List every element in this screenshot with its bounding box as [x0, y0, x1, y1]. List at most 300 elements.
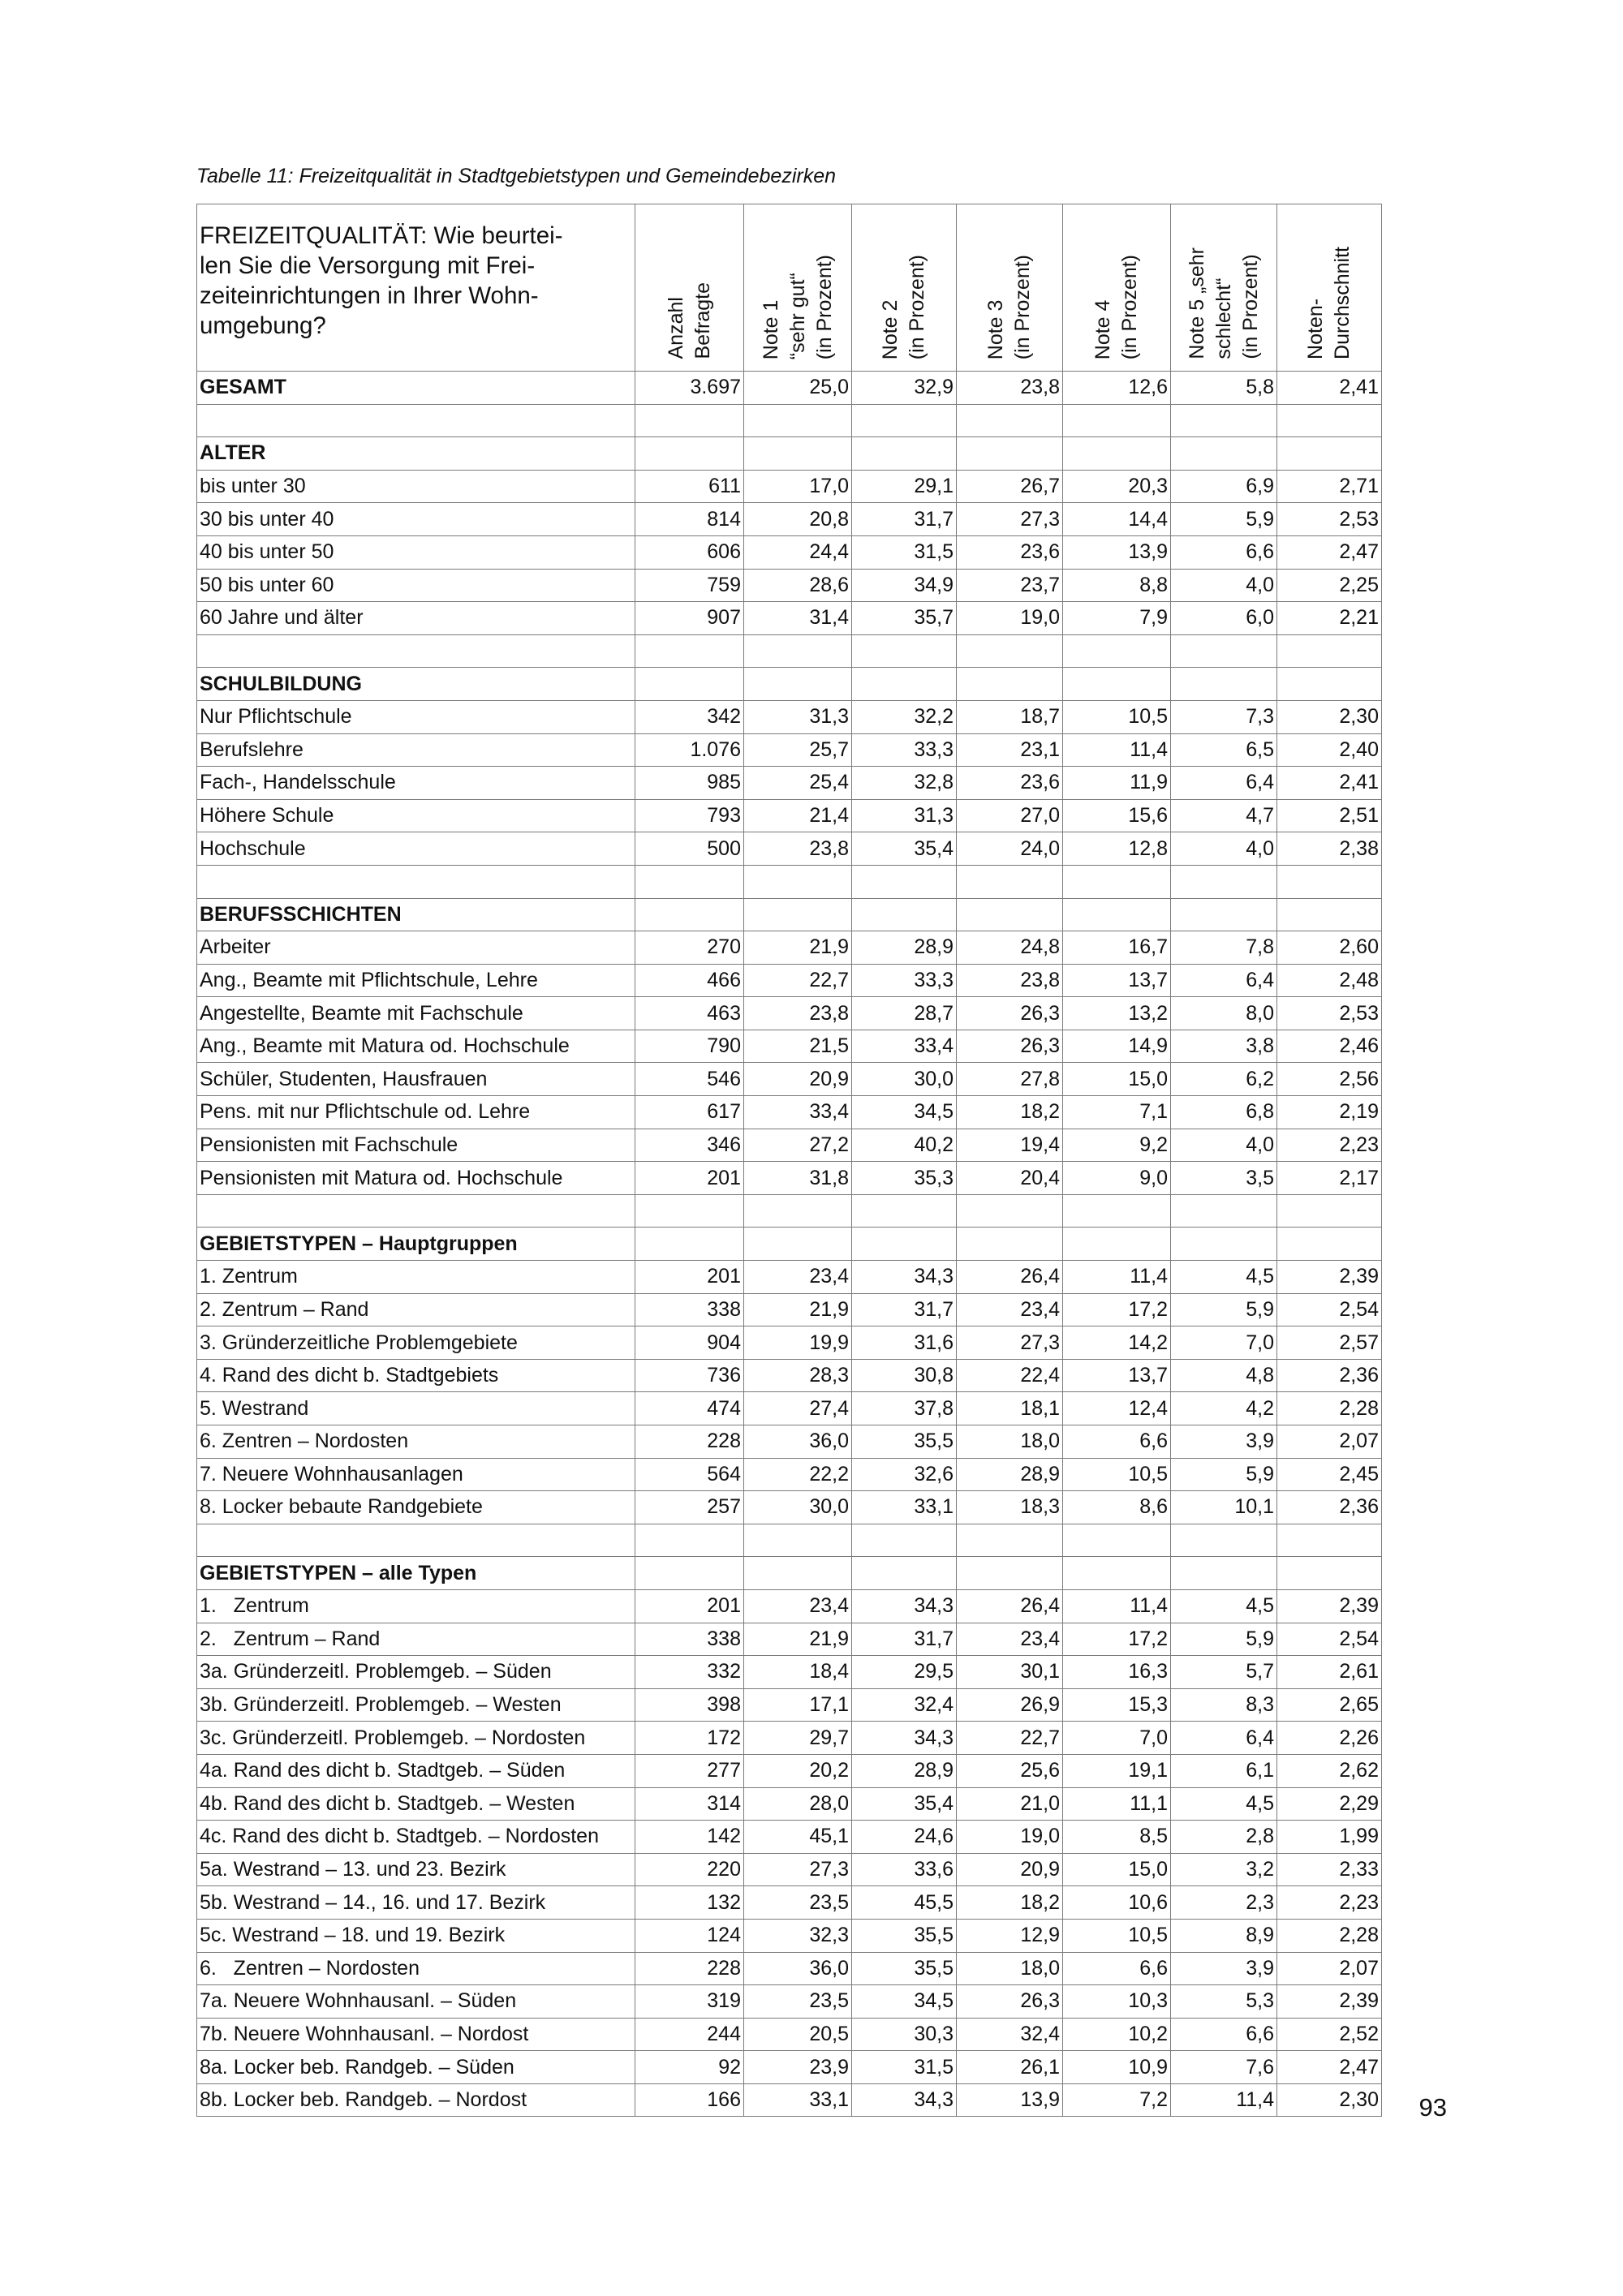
cell-note-5: 3,2 — [1171, 1853, 1277, 1886]
table-row — [197, 602, 1382, 635]
cell-note-1: 21,4 — [744, 799, 852, 832]
cell-note-5: 6,6 — [1171, 535, 1277, 569]
cell-note-3: 18,3 — [957, 1491, 1063, 1524]
cell-note-2 — [852, 668, 957, 701]
cell-anzahl-befragte — [635, 1557, 744, 1590]
table-row — [197, 1787, 1382, 1821]
table-row — [197, 470, 1382, 503]
cell-noten-durchschnitt: 2,47 — [1277, 535, 1382, 569]
row-label — [197, 1524, 635, 1557]
header-line: (in Prozent) — [1118, 254, 1141, 359]
cell-anzahl-befragte — [635, 634, 744, 668]
cell-note-3 — [957, 437, 1063, 471]
section-header-row — [197, 1228, 1382, 1261]
cell-note-5: 11,4 — [1171, 2083, 1277, 2117]
row-label: Ang., Beamte mit Matura od. Hochschule — [197, 1030, 635, 1063]
cell-note-2 — [852, 1524, 957, 1557]
cell-note-1: 27,4 — [744, 1392, 852, 1425]
cell-note-2: 31,3 — [852, 799, 957, 832]
cell-note-1: 36,0 — [744, 1952, 852, 1985]
cell-note-2: 31,7 — [852, 1293, 957, 1326]
cell-note-3 — [957, 1194, 1063, 1228]
row-label — [197, 404, 635, 437]
cell-anzahl-befragte: 201 — [635, 1589, 744, 1623]
cell-noten-durchschnitt: 2,23 — [1277, 1886, 1382, 1920]
row-label: 6. Zentren – Nordosten — [197, 1425, 635, 1459]
row-label: 3. Gründerzeitliche Problemgebiete — [197, 1326, 635, 1360]
cell-note-2: 32,4 — [852, 1688, 957, 1722]
cell-noten-durchschnitt: 2,17 — [1277, 1162, 1382, 1195]
table-row — [197, 1919, 1382, 1952]
table-row — [197, 1722, 1382, 1755]
cell-note-2: 35,5 — [852, 1952, 957, 1985]
cell-note-4: 7,1 — [1063, 1096, 1171, 1129]
cell-anzahl-befragte: 346 — [635, 1129, 744, 1162]
cell-note-4: 10,2 — [1063, 2018, 1171, 2051]
cell-anzahl-befragte: 342 — [635, 700, 744, 733]
section-header-row — [197, 668, 1382, 701]
table-row — [197, 1359, 1382, 1392]
cell-note-4: 19,1 — [1063, 1754, 1171, 1787]
row-label: 4b. Rand des dicht b. Stadtgeb. – Westen — [197, 1787, 635, 1821]
cell-note-5: 4,5 — [1171, 1261, 1277, 1294]
cell-note-2: 30,8 — [852, 1359, 957, 1392]
cell-note-1: 21,5 — [744, 1030, 852, 1063]
cell-noten-durchschnitt: 2,54 — [1277, 1623, 1382, 1656]
cell-note-2: 31,7 — [852, 503, 957, 536]
header-line: schlecht“ — [1212, 277, 1235, 359]
header-line: (in Prozent) — [812, 254, 836, 359]
cell-note-5: 5,9 — [1171, 503, 1277, 536]
cell-note-3: 27,8 — [957, 1063, 1063, 1096]
cell-note-2: 31,5 — [852, 535, 957, 569]
cell-note-5: 3,9 — [1171, 1425, 1277, 1459]
cell-note-3: 23,6 — [957, 767, 1063, 800]
cell-note-3 — [957, 865, 1063, 898]
cell-note-3: 21,0 — [957, 1787, 1063, 1821]
table-row — [197, 1162, 1382, 1195]
cell-note-3: 20,4 — [957, 1162, 1063, 1195]
cell-note-3: 18,2 — [957, 1096, 1063, 1129]
cell-note-4: 8,8 — [1063, 569, 1171, 602]
cell-note-4 — [1063, 1524, 1171, 1557]
table-row — [197, 1853, 1382, 1886]
cell-note-4: 10,3 — [1063, 1985, 1171, 2019]
cell-note-4: 17,2 — [1063, 1623, 1171, 1656]
cell-noten-durchschnitt — [1277, 1228, 1382, 1261]
cell-note-1: 23,8 — [744, 832, 852, 866]
cell-note-3: 19,0 — [957, 602, 1063, 635]
cell-anzahl-befragte: 814 — [635, 503, 744, 536]
cell-note-5: 5,9 — [1171, 1293, 1277, 1326]
cell-note-5: 6,5 — [1171, 733, 1277, 767]
table-row — [197, 1063, 1382, 1096]
table-row — [197, 1326, 1382, 1360]
cell-note-2: 29,5 — [852, 1656, 957, 1689]
cell-note-1: 23,8 — [744, 997, 852, 1030]
cell-note-4: 11,4 — [1063, 1261, 1171, 1294]
cell-note-5: 5,7 — [1171, 1656, 1277, 1689]
cell-note-1: 36,0 — [744, 1425, 852, 1459]
row-label: Angestellte, Beamte mit Fachschule — [197, 997, 635, 1030]
rotated-header-text — [1184, 247, 1264, 359]
cell-note-3: 23,8 — [957, 372, 1063, 405]
cell-note-1 — [744, 898, 852, 931]
table-body — [197, 372, 1382, 2117]
cell-note-5: 3,9 — [1171, 1952, 1277, 1985]
cell-note-5: 4,2 — [1171, 1392, 1277, 1425]
cell-anzahl-befragte: 793 — [635, 799, 744, 832]
cell-note-3 — [957, 1557, 1063, 1590]
cell-note-5: 5,3 — [1171, 1985, 1277, 2019]
cell-note-1: 21,9 — [744, 931, 852, 965]
cell-note-1: 23,9 — [744, 2051, 852, 2084]
cell-note-3: 27,0 — [957, 799, 1063, 832]
cell-anzahl-befragte: 142 — [635, 1821, 744, 1854]
cell-note-2: 34,9 — [852, 569, 957, 602]
cell-anzahl-befragte: 92 — [635, 2051, 744, 2084]
col-header-noten-durchschnitt — [1277, 204, 1382, 372]
cell-note-1: 20,8 — [744, 503, 852, 536]
cell-note-4: 12,4 — [1063, 1392, 1171, 1425]
cell-anzahl-befragte: 332 — [635, 1656, 744, 1689]
cell-note-5 — [1171, 634, 1277, 668]
cell-note-5: 3,5 — [1171, 1162, 1277, 1195]
cell-note-3: 19,4 — [957, 1129, 1063, 1162]
cell-note-4: 11,4 — [1063, 733, 1171, 767]
header-line: Note 3 — [984, 299, 1007, 359]
row-label: 40 bis unter 50 — [197, 535, 635, 569]
cell-note-1: 28,6 — [744, 569, 852, 602]
question-line: umgebung? — [200, 312, 326, 339]
blank-row — [197, 865, 1382, 898]
cell-note-5: 7,0 — [1171, 1326, 1277, 1360]
cell-noten-durchschnitt — [1277, 668, 1382, 701]
cell-anzahl-befragte — [635, 898, 744, 931]
cell-note-1: 23,5 — [744, 1886, 852, 1920]
cell-noten-durchschnitt: 2,61 — [1277, 1656, 1382, 1689]
col-header-note-4 — [1063, 204, 1171, 372]
cell-anzahl-befragte: 564 — [635, 1458, 744, 1491]
cell-noten-durchschnitt: 2,41 — [1277, 372, 1382, 405]
cell-note-4 — [1063, 1194, 1171, 1228]
table-row — [197, 1656, 1382, 1689]
table-row — [197, 2051, 1382, 2084]
cell-noten-durchschnitt: 2,57 — [1277, 1326, 1382, 1360]
cell-note-3: 26,3 — [957, 1030, 1063, 1063]
cell-note-4: 7,2 — [1063, 2083, 1171, 2117]
cell-note-1 — [744, 865, 852, 898]
row-label: 8a. Locker beb. Randgeb. – Süden — [197, 2051, 635, 2084]
row-label: 30 bis unter 40 — [197, 503, 635, 536]
cell-note-4: 7,0 — [1063, 1722, 1171, 1755]
cell-note-5 — [1171, 1557, 1277, 1590]
row-label: 5c. Westrand – 18. und 19. Bezirk — [197, 1919, 635, 1952]
cell-note-3: 18,2 — [957, 1886, 1063, 1920]
cell-note-2: 35,4 — [852, 1787, 957, 1821]
cell-anzahl-befragte: 463 — [635, 997, 744, 1030]
cell-note-4: 15,3 — [1063, 1688, 1171, 1722]
cell-note-3 — [957, 668, 1063, 701]
cell-note-2: 32,8 — [852, 767, 957, 800]
cell-note-5: 5,9 — [1171, 1458, 1277, 1491]
cell-note-2: 45,5 — [852, 1886, 957, 1920]
cell-note-1: 23,5 — [744, 1985, 852, 2019]
cell-note-1: 45,1 — [744, 1821, 852, 1854]
cell-note-4: 14,4 — [1063, 503, 1171, 536]
cell-note-4 — [1063, 437, 1171, 471]
cell-note-3: 23,4 — [957, 1623, 1063, 1656]
table-row — [197, 832, 1382, 866]
table-row — [197, 372, 1382, 405]
cell-note-1: 21,9 — [744, 1623, 852, 1656]
cell-note-5: 6,1 — [1171, 1754, 1277, 1787]
cell-note-4: 8,6 — [1063, 1491, 1171, 1524]
cell-anzahl-befragte: 790 — [635, 1030, 744, 1063]
cell-note-4: 13,7 — [1063, 1359, 1171, 1392]
cell-note-2 — [852, 1228, 957, 1261]
cell-anzahl-befragte: 759 — [635, 569, 744, 602]
question-line: len Sie die Versorgung mit Frei- — [200, 252, 536, 279]
cell-anzahl-befragte — [635, 1524, 744, 1557]
row-label: 7. Neuere Wohnhausanlagen — [197, 1458, 635, 1491]
cell-note-4 — [1063, 865, 1171, 898]
cell-anzahl-befragte: 220 — [635, 1853, 744, 1886]
cell-note-3: 26,9 — [957, 1688, 1063, 1722]
cell-noten-durchschnitt — [1277, 1194, 1382, 1228]
row-label: Berufslehre — [197, 733, 635, 767]
cell-noten-durchschnitt: 2,40 — [1277, 733, 1382, 767]
cell-anzahl-befragte: 319 — [635, 1985, 744, 2019]
cell-anzahl-befragte — [635, 668, 744, 701]
cell-note-2 — [852, 865, 957, 898]
cell-note-5: 7,8 — [1171, 931, 1277, 965]
table-row — [197, 1821, 1382, 1854]
rotated-header-text — [983, 255, 1036, 359]
cell-note-2: 28,9 — [852, 1754, 957, 1787]
cell-note-5: 5,9 — [1171, 1623, 1277, 1656]
row-label: Pensionisten mit Matura od. Hochschule — [197, 1162, 635, 1195]
row-label: 4c. Rand des dicht b. Stadtgeb. – Nordosten — [197, 1821, 635, 1854]
cell-noten-durchschnitt — [1277, 404, 1382, 437]
cell-noten-durchschnitt — [1277, 898, 1382, 931]
cell-note-1: 27,2 — [744, 1129, 852, 1162]
cell-note-2: 30,0 — [852, 1063, 957, 1096]
cell-note-1: 31,8 — [744, 1162, 852, 1195]
cell-anzahl-befragte: 736 — [635, 1359, 744, 1392]
cell-note-4 — [1063, 1557, 1171, 1590]
cell-noten-durchschnitt — [1277, 437, 1382, 471]
cell-note-3: 30,1 — [957, 1656, 1063, 1689]
cell-note-1: 20,5 — [744, 2018, 852, 2051]
section-header-row — [197, 1557, 1382, 1590]
cell-note-1: 22,7 — [744, 964, 852, 997]
table-row — [197, 1030, 1382, 1063]
header-line: Note 4 — [1091, 299, 1114, 359]
table-row — [197, 1623, 1382, 1656]
table-row — [197, 964, 1382, 997]
table-header — [197, 204, 1382, 372]
table-row — [197, 1754, 1382, 1787]
cell-note-4: 10,6 — [1063, 1886, 1171, 1920]
cell-note-2: 40,2 — [852, 1129, 957, 1162]
cell-note-1: 20,9 — [744, 1063, 852, 1096]
header-line: Befragte — [691, 282, 714, 359]
section-title: GEBIETSTYPEN – alle Typen — [197, 1557, 635, 1590]
cell-note-1 — [744, 1557, 852, 1590]
cell-anzahl-befragte: 277 — [635, 1754, 744, 1787]
row-label: 5a. Westrand – 13. und 23. Bezirk — [197, 1853, 635, 1886]
cell-note-4: 12,8 — [1063, 832, 1171, 866]
cell-note-1: 32,3 — [744, 1919, 852, 1952]
cell-noten-durchschnitt: 2,62 — [1277, 1754, 1382, 1787]
row-label: 50 bis unter 60 — [197, 569, 635, 602]
cell-note-4: 17,2 — [1063, 1293, 1171, 1326]
cell-note-4: 13,2 — [1063, 997, 1171, 1030]
cell-note-3: 18,0 — [957, 1952, 1063, 1985]
table-row — [197, 1458, 1382, 1491]
cell-note-3: 18,0 — [957, 1425, 1063, 1459]
cell-note-5: 7,6 — [1171, 2051, 1277, 2084]
cell-noten-durchschnitt: 2,51 — [1277, 799, 1382, 832]
cell-note-2: 31,6 — [852, 1326, 957, 1360]
cell-note-5: 6,8 — [1171, 1096, 1277, 1129]
row-label: Arbeiter — [197, 931, 635, 965]
cell-note-1: 31,3 — [744, 700, 852, 733]
table-caption: Tabelle 11: Freizeitqualität in Stadtgebietstypen und Gemeindebezirken — [196, 165, 837, 187]
cell-note-1: 28,3 — [744, 1359, 852, 1392]
cell-note-2 — [852, 437, 957, 471]
cell-note-3: 22,7 — [957, 1722, 1063, 1755]
blank-row — [197, 1194, 1382, 1228]
cell-noten-durchschnitt: 2,30 — [1277, 700, 1382, 733]
question-line: FREIZEITQUALITÄT: Wie beurtei- — [200, 222, 563, 249]
cell-note-4: 10,9 — [1063, 2051, 1171, 2084]
table-row — [197, 1425, 1382, 1459]
table-row — [197, 1392, 1382, 1425]
header-line: (in Prozent) — [1011, 254, 1034, 359]
cell-note-1: 23,4 — [744, 1589, 852, 1623]
cell-note-3: 19,0 — [957, 1821, 1063, 1854]
cell-note-3: 26,4 — [957, 1261, 1063, 1294]
cell-anzahl-befragte: 3.697 — [635, 372, 744, 405]
cell-note-1 — [744, 1524, 852, 1557]
cell-anzahl-befragte: 172 — [635, 1722, 744, 1755]
cell-note-2: 28,9 — [852, 931, 957, 965]
table-row — [197, 733, 1382, 767]
cell-note-1: 19,9 — [744, 1326, 852, 1360]
cell-anzahl-befragte: 466 — [635, 964, 744, 997]
cell-noten-durchschnitt: 2,07 — [1277, 1425, 1382, 1459]
table-row — [197, 700, 1382, 733]
cell-note-1: 25,0 — [744, 372, 852, 405]
cell-noten-durchschnitt: 2,28 — [1277, 1919, 1382, 1952]
cell-note-1: 17,0 — [744, 470, 852, 503]
table-row — [197, 1688, 1382, 1722]
cell-anzahl-befragte: 166 — [635, 2083, 744, 2117]
cell-noten-durchschnitt — [1277, 634, 1382, 668]
cell-anzahl-befragte: 611 — [635, 470, 744, 503]
cell-note-4: 13,7 — [1063, 964, 1171, 997]
cell-noten-durchschnitt: 2,65 — [1277, 1688, 1382, 1722]
section-title: SCHULBILDUNG — [197, 668, 635, 701]
cell-note-1: 33,1 — [744, 2083, 852, 2117]
row-label: 6. Zentren – Nordosten — [197, 1952, 635, 1985]
cell-note-1: 22,2 — [744, 1458, 852, 1491]
cell-note-2: 32,9 — [852, 372, 957, 405]
cell-noten-durchschnitt: 2,36 — [1277, 1491, 1382, 1524]
section-header-row — [197, 898, 1382, 931]
cell-anzahl-befragte — [635, 404, 744, 437]
table-row — [197, 1293, 1382, 1326]
cell-note-2: 30,3 — [852, 2018, 957, 2051]
table-row — [197, 1985, 1382, 2019]
rotated-header-text — [877, 255, 931, 359]
cell-noten-durchschnitt: 2,38 — [1277, 832, 1382, 866]
cell-note-3: 20,9 — [957, 1853, 1063, 1886]
cell-note-5: 6,2 — [1171, 1063, 1277, 1096]
cell-note-2 — [852, 634, 957, 668]
cell-anzahl-befragte: 500 — [635, 832, 744, 866]
cell-note-4 — [1063, 404, 1171, 437]
section-title: ALTER — [197, 437, 635, 471]
cell-note-4: 12,6 — [1063, 372, 1171, 405]
cell-note-2 — [852, 1194, 957, 1228]
cell-noten-durchschnitt: 2,33 — [1277, 1853, 1382, 1886]
row-label — [197, 634, 635, 668]
question-header — [197, 204, 635, 372]
cell-note-2: 34,5 — [852, 1096, 957, 1129]
cell-anzahl-befragte: 228 — [635, 1425, 744, 1459]
table-row — [197, 1886, 1382, 1920]
row-label: Nur Pflichtschule — [197, 700, 635, 733]
cell-noten-durchschnitt: 2,26 — [1277, 1722, 1382, 1755]
cell-anzahl-befragte: 1.076 — [635, 733, 744, 767]
cell-noten-durchschnitt: 2,39 — [1277, 1589, 1382, 1623]
cell-note-3 — [957, 898, 1063, 931]
cell-note-3: 26,3 — [957, 1985, 1063, 2019]
cell-note-3: 27,3 — [957, 503, 1063, 536]
cell-note-2: 34,3 — [852, 1589, 957, 1623]
cell-note-3 — [957, 1524, 1063, 1557]
cell-note-4: 13,9 — [1063, 535, 1171, 569]
rotated-header-text — [1302, 247, 1356, 359]
cell-noten-durchschnitt: 2,48 — [1277, 964, 1382, 997]
cell-note-4: 15,0 — [1063, 1063, 1171, 1096]
cell-note-3: 22,4 — [957, 1359, 1063, 1392]
cell-note-5: 6,0 — [1171, 602, 1277, 635]
cell-note-4 — [1063, 898, 1171, 931]
cell-note-5: 6,4 — [1171, 964, 1277, 997]
cell-note-4: 6,6 — [1063, 1952, 1171, 1985]
cell-note-3 — [957, 634, 1063, 668]
cell-anzahl-befragte — [635, 437, 744, 471]
row-label: Höhere Schule — [197, 799, 635, 832]
cell-note-3 — [957, 1228, 1063, 1261]
rotated-header-text — [663, 282, 717, 359]
row-label — [197, 1194, 635, 1228]
cell-note-2: 33,3 — [852, 964, 957, 997]
row-label: 3a. Gründerzeitl. Problemgeb. – Süden — [197, 1656, 635, 1689]
cell-note-5 — [1171, 1194, 1277, 1228]
cell-note-4: 11,4 — [1063, 1589, 1171, 1623]
cell-note-4: 16,3 — [1063, 1656, 1171, 1689]
cell-note-5: 4,8 — [1171, 1359, 1277, 1392]
table-row — [197, 997, 1382, 1030]
cell-note-2: 35,3 — [852, 1162, 957, 1195]
cell-note-3: 26,1 — [957, 2051, 1063, 2084]
cell-note-4: 20,3 — [1063, 470, 1171, 503]
